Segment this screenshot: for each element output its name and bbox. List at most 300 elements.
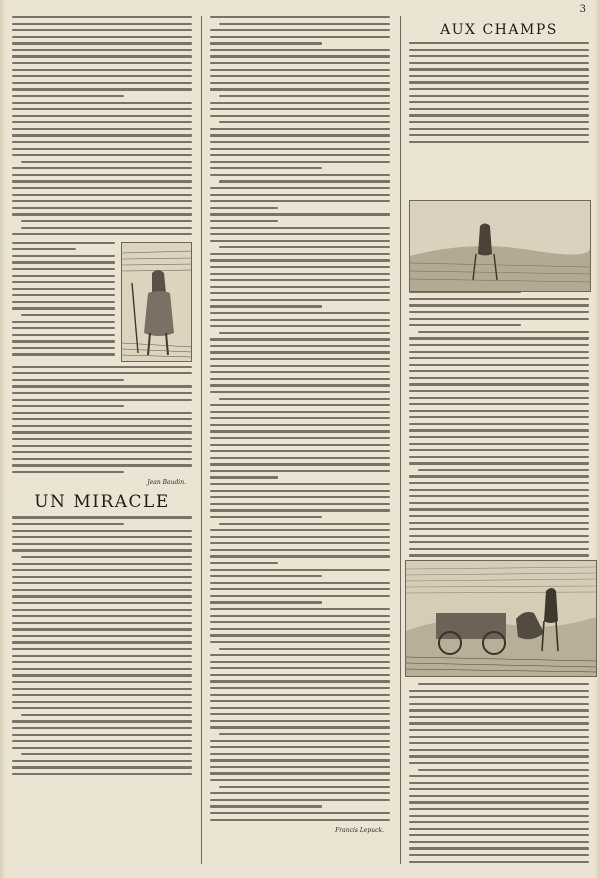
text-line	[210, 253, 390, 255]
cart-engraving	[406, 561, 596, 676]
text-line	[12, 720, 192, 722]
text-line	[210, 220, 278, 222]
text-line	[409, 703, 589, 705]
text-line	[12, 543, 192, 545]
text-line	[409, 502, 589, 504]
text-line	[12, 128, 192, 130]
text-line	[210, 371, 390, 373]
text-line	[409, 495, 589, 497]
text-line	[409, 861, 589, 863]
text-line	[409, 416, 589, 418]
text-line	[210, 417, 390, 419]
text-line	[210, 194, 390, 196]
text-line	[210, 430, 390, 432]
text-line	[12, 438, 192, 440]
text-line	[418, 769, 589, 771]
text-line	[210, 233, 390, 235]
text-line	[210, 536, 390, 538]
text-line	[210, 75, 390, 77]
text-line	[409, 364, 589, 366]
section-title-aux-champs: AUX CHAMPS	[440, 22, 558, 38]
text-line	[409, 403, 589, 405]
article-text	[12, 16, 192, 240]
text-line	[210, 457, 390, 459]
text-line	[210, 338, 390, 340]
text-line	[12, 516, 192, 518]
text-line	[219, 23, 390, 25]
text-line	[12, 154, 192, 156]
text-line	[409, 397, 589, 399]
text-line	[210, 49, 390, 51]
text-line	[210, 161, 390, 163]
text-line	[210, 463, 390, 465]
column-rule	[400, 16, 401, 864]
text-line	[12, 661, 192, 663]
text-line	[409, 298, 589, 300]
text-line	[409, 108, 589, 110]
text-line	[210, 319, 390, 321]
text-line	[409, 755, 589, 757]
text-line	[21, 556, 192, 558]
section-title-un-miracle: UN MIRACLE	[34, 492, 170, 513]
text-line	[12, 385, 192, 387]
text-line	[12, 207, 192, 209]
text-line	[210, 667, 390, 669]
text-line	[12, 707, 192, 709]
text-line	[409, 522, 589, 524]
text-line	[12, 734, 192, 736]
text-line	[210, 634, 390, 636]
text-line	[210, 601, 322, 603]
text-line	[210, 805, 322, 807]
text-line	[12, 655, 192, 657]
text-line	[210, 82, 390, 84]
text-line	[409, 101, 589, 103]
text-line	[12, 635, 192, 637]
text-line	[21, 753, 192, 755]
text-line	[210, 102, 390, 104]
text-line	[12, 275, 115, 277]
text-line	[12, 167, 192, 169]
text-line	[210, 351, 390, 353]
text-line	[409, 475, 589, 477]
text-line	[210, 200, 390, 202]
text-line	[219, 786, 390, 788]
text-line	[210, 549, 390, 551]
text-line	[12, 569, 192, 571]
text-line	[12, 42, 192, 44]
text-line	[12, 418, 192, 420]
text-line	[12, 347, 115, 349]
text-line	[210, 259, 390, 261]
text-line	[12, 589, 192, 591]
text-line	[210, 187, 390, 189]
text-line	[210, 411, 390, 413]
text-line	[12, 458, 192, 460]
text-line	[210, 700, 390, 702]
text-line	[210, 575, 322, 577]
shepherd-engraving	[122, 243, 192, 361]
text-line	[210, 207, 278, 209]
text-line	[12, 549, 192, 551]
text-line	[12, 294, 115, 296]
text-line	[12, 115, 192, 117]
text-line	[409, 548, 589, 550]
text-line	[12, 536, 192, 538]
text-line	[210, 55, 390, 57]
text-line	[210, 661, 390, 663]
article-signature: Jean Baudin.	[147, 479, 186, 487]
text-line	[12, 412, 192, 414]
text-line	[409, 841, 589, 843]
text-line	[12, 261, 115, 263]
text-line	[409, 55, 589, 57]
text-line	[12, 674, 192, 676]
text-line	[409, 95, 589, 97]
text-line	[409, 377, 589, 379]
text-line	[12, 16, 192, 18]
text-line	[210, 608, 390, 610]
text-line	[12, 29, 192, 31]
column-rule	[201, 16, 202, 864]
text-line	[12, 134, 192, 136]
text-line	[210, 404, 390, 406]
text-line	[210, 167, 322, 169]
text-line	[409, 81, 589, 83]
text-line	[12, 233, 192, 235]
text-line	[21, 220, 192, 222]
text-line	[12, 471, 124, 473]
text-line	[409, 443, 589, 445]
text-line	[12, 392, 192, 394]
text-line	[210, 562, 278, 564]
text-line	[12, 445, 192, 447]
text-line	[12, 148, 192, 150]
text-line	[409, 801, 589, 803]
text-line	[12, 62, 192, 64]
text-line	[210, 509, 390, 511]
text-line	[210, 154, 390, 156]
text-line	[210, 62, 390, 64]
text-line	[210, 516, 322, 518]
text-line	[12, 766, 192, 768]
text-line	[418, 469, 589, 471]
text-line	[12, 268, 115, 270]
text-line	[409, 42, 589, 44]
text-line	[12, 194, 192, 196]
text-line	[409, 535, 589, 537]
text-line	[210, 358, 390, 360]
text-line	[12, 102, 192, 104]
text-line	[219, 733, 390, 735]
text-line	[12, 242, 115, 244]
text-line	[409, 141, 589, 143]
text-line	[219, 121, 390, 123]
column-middle	[210, 16, 390, 864]
text-line	[219, 95, 390, 97]
text-line	[409, 795, 589, 797]
text-line	[210, 694, 390, 696]
text-line	[409, 456, 589, 458]
text-line	[12, 773, 192, 775]
text-line	[210, 384, 390, 386]
text-line	[210, 615, 390, 617]
illustration-field-scene	[409, 200, 591, 292]
text-line	[21, 314, 115, 316]
text-line	[12, 641, 192, 643]
text-line	[210, 437, 390, 439]
text-line	[219, 648, 390, 650]
text-line	[12, 622, 192, 624]
text-line	[409, 782, 589, 784]
text-line	[210, 36, 390, 38]
column-left	[12, 16, 192, 864]
text-line	[210, 819, 390, 821]
text-line	[409, 482, 589, 484]
text-line	[210, 740, 390, 742]
article-text	[12, 516, 192, 779]
text-line	[409, 49, 589, 51]
text-line	[12, 609, 192, 611]
text-line	[409, 788, 589, 790]
text-line	[409, 690, 589, 692]
text-line	[210, 542, 390, 544]
text-line	[12, 681, 192, 683]
text-line	[409, 716, 589, 718]
text-line	[409, 436, 589, 438]
text-line	[210, 569, 390, 571]
article-text	[409, 42, 589, 147]
text-line	[409, 68, 589, 70]
text-line	[210, 128, 390, 130]
text-line	[210, 779, 390, 781]
text-line	[210, 799, 390, 801]
text-line	[409, 729, 589, 731]
text-line	[210, 365, 390, 367]
text-line	[210, 746, 390, 748]
text-line	[210, 227, 390, 229]
text-line	[409, 736, 589, 738]
text-line	[210, 483, 390, 485]
text-line	[210, 529, 390, 531]
text-line	[409, 88, 589, 90]
text-line	[210, 174, 390, 176]
text-line	[210, 213, 390, 215]
text-line	[12, 95, 124, 97]
text-line	[409, 815, 589, 817]
text-line	[210, 792, 390, 794]
text-line	[12, 399, 192, 401]
text-line	[12, 121, 192, 123]
text-line	[210, 240, 390, 242]
text-line	[12, 200, 192, 202]
text-line	[409, 709, 589, 711]
text-line	[210, 490, 390, 492]
text-line	[12, 69, 192, 71]
text-line	[210, 674, 390, 676]
article-text	[409, 245, 589, 561]
text-line	[21, 161, 192, 163]
text-line	[219, 332, 390, 334]
text-line	[210, 503, 390, 505]
text-line	[12, 301, 115, 303]
text-line	[409, 762, 589, 764]
text-line	[12, 340, 115, 342]
text-line	[210, 450, 390, 452]
text-line	[12, 464, 192, 466]
page-number: 3	[579, 4, 586, 15]
text-line	[210, 588, 390, 590]
text-line	[210, 115, 390, 117]
text-line	[12, 288, 115, 290]
field-engraving	[410, 201, 590, 291]
text-line	[12, 248, 76, 250]
text-line	[12, 327, 115, 329]
text-line	[210, 766, 390, 768]
text-line	[210, 654, 390, 656]
text-line	[409, 390, 589, 392]
text-line	[210, 345, 390, 347]
text-line	[409, 462, 589, 464]
text-line	[12, 187, 192, 189]
column-right	[409, 16, 589, 864]
text-line	[409, 62, 589, 64]
text-line	[409, 114, 589, 116]
text-line	[210, 325, 390, 327]
text-line	[12, 307, 115, 309]
text-line	[12, 530, 192, 532]
text-line	[210, 720, 390, 722]
text-line	[409, 344, 589, 346]
text-line	[210, 595, 390, 597]
text-line	[210, 391, 390, 393]
article-signature: Francis Lepuck.	[335, 827, 384, 835]
text-line	[210, 621, 390, 623]
text-line	[210, 555, 390, 557]
text-line	[409, 508, 589, 510]
text-line	[12, 425, 192, 427]
text-line	[210, 707, 390, 709]
text-line	[12, 49, 192, 51]
text-line	[210, 299, 390, 301]
text-line	[12, 648, 192, 650]
text-line	[12, 321, 115, 323]
text-line	[210, 687, 390, 689]
text-line	[210, 305, 322, 307]
text-line	[12, 563, 192, 565]
text-line	[210, 312, 390, 314]
text-line	[210, 16, 390, 18]
text-line	[409, 121, 589, 123]
text-line	[210, 680, 390, 682]
text-line	[210, 641, 390, 643]
text-line	[12, 55, 192, 57]
text-line	[12, 180, 192, 182]
text-line	[12, 727, 192, 729]
text-line	[12, 701, 192, 703]
text-line	[210, 42, 322, 44]
article-text	[210, 16, 390, 825]
text-line	[210, 286, 390, 288]
text-line	[210, 582, 390, 584]
text-line	[12, 668, 192, 670]
text-line	[12, 36, 192, 38]
text-line	[12, 747, 192, 749]
text-line	[12, 174, 192, 176]
text-line	[210, 444, 390, 446]
text-line	[12, 88, 192, 90]
text-line	[210, 772, 390, 774]
text-line	[409, 370, 589, 372]
text-line	[12, 740, 192, 742]
text-line	[12, 523, 124, 525]
text-line	[12, 582, 192, 584]
text-line	[210, 148, 390, 150]
text-line	[210, 88, 390, 90]
article-text	[12, 242, 115, 360]
text-line	[12, 255, 115, 257]
text-line	[409, 324, 521, 326]
text-line	[210, 266, 390, 268]
text-line	[409, 515, 589, 517]
text-line	[409, 311, 589, 313]
text-line	[12, 141, 192, 143]
text-line	[12, 405, 124, 407]
text-line	[21, 714, 192, 716]
article-text	[12, 366, 192, 478]
text-line	[12, 760, 192, 762]
text-line	[12, 23, 192, 25]
text-line	[219, 398, 390, 400]
text-line	[12, 213, 192, 215]
text-line	[12, 82, 192, 84]
text-line	[409, 749, 589, 751]
text-line	[210, 292, 390, 294]
text-line	[210, 759, 390, 761]
text-line	[210, 726, 390, 728]
text-line	[219, 246, 390, 248]
text-line	[210, 108, 390, 110]
text-line	[409, 383, 589, 385]
text-line	[409, 134, 589, 136]
text-line	[409, 828, 589, 830]
text-line	[210, 29, 390, 31]
illustration-cart-scene	[405, 560, 597, 677]
text-line	[409, 357, 589, 359]
text-line	[21, 227, 192, 229]
text-line	[409, 128, 589, 130]
text-line	[12, 379, 124, 381]
text-line	[12, 451, 192, 453]
text-line	[409, 808, 589, 810]
text-line	[12, 628, 192, 630]
text-line	[219, 180, 390, 182]
text-line	[12, 372, 192, 374]
text-line	[12, 431, 192, 433]
text-line	[409, 489, 589, 491]
text-line	[12, 688, 192, 690]
text-line	[409, 304, 589, 306]
article-text	[409, 683, 589, 864]
text-line	[12, 108, 192, 110]
illustration-shepherd	[121, 242, 192, 362]
text-line	[409, 821, 589, 823]
text-line	[409, 541, 589, 543]
text-line	[219, 523, 390, 525]
text-line	[210, 628, 390, 630]
text-line	[210, 69, 390, 71]
text-line	[409, 318, 589, 320]
